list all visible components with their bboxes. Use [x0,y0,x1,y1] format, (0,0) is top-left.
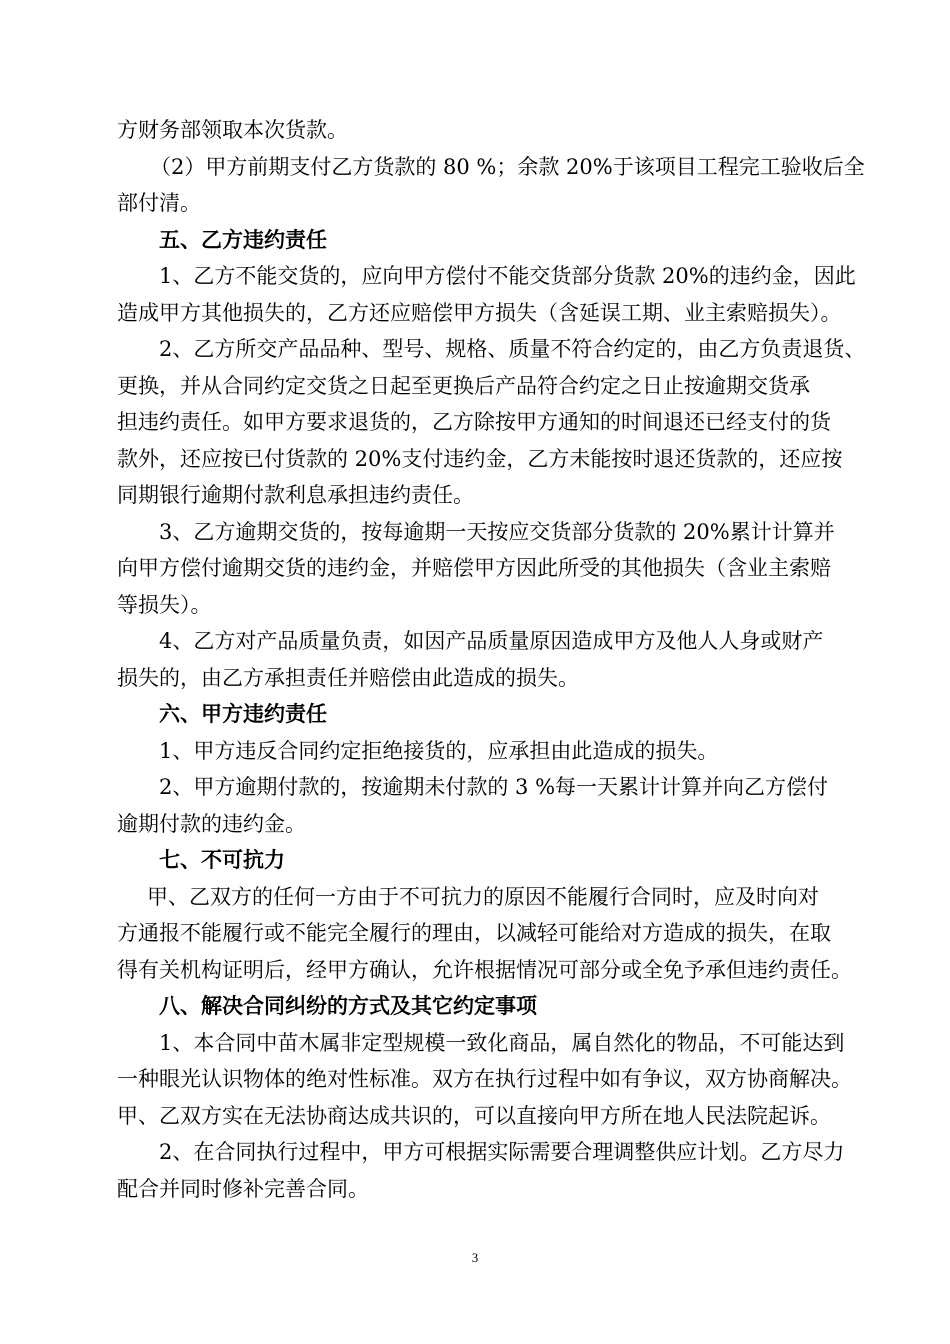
paragraph-line: 方财务部领取本次货款。 [117,118,348,142]
paragraph-line: 造成甲方其他损失的，乙方还应赔偿甲方损失（含延误工期、业主索赔损失）。 [117,300,842,325]
paragraph-line: 3、乙方逾期交货的，按每逾期一天按应交货部分货款的 20%累计计算并 [159,519,835,544]
paragraph-line: （2）甲方前期支付乙方货款的 80 %；余款 20%于该项目工程完工验收后全 [150,154,865,179]
paragraph-line: 担违约责任。如甲方要求退货的，乙方除按甲方通知的时间退还已经支付的货 [117,410,831,434]
paragraph-line: 得有关机构证明后，经甲方确认，允许根据情况可部分或全免予承但违约责任。 [117,957,852,982]
paragraph-line: 2、乙方所交产品品种、型号、规格、质量不符合约定的，由乙方负责退货、 [159,337,866,361]
paragraph-line: 配合并同时修补完善合同。 [117,1176,369,1201]
paragraph-line: 部付清。 [117,191,201,215]
section-heading: 八、解决合同纠纷的方式及其它约定事项 [159,994,537,1018]
paragraph-line: 1、甲方违反合同约定拒绝接货的，应承担由此造成的损失。 [159,738,719,763]
paragraph-line: 方通报不能履行或不能完全履行的理由，以减轻可能给对方造成的损失，在取 [117,921,831,945]
section-heading: 六、甲方违约责任 [159,702,327,726]
paragraph-line: 2、在合同执行过程中，甲方可根据实际需要合理调整供应计划。乙方尽力 [159,1140,845,1164]
paragraph-line: 向甲方偿付逾期交货的违约金，并赔偿甲方因此所受的其他损失（含业主索赔 [117,556,831,580]
paragraph-line: 1、本合同中苗木属非定型规模一致化商品，属自然化的物品，不可能达到 [159,1030,845,1055]
paragraph-line: 损失的，由乙方承担责任并赔偿由此造成的损失。 [117,665,579,690]
paragraph-line: 2、甲方逾期付款的，按逾期未付款的 3 %每一天累计计算并向乙方偿付 [159,775,829,799]
paragraph-line: 甲、乙双方的任何一方由于不可抗力的原因不能履行合同时，应及时向对 [147,884,819,909]
document-body [117,112,865,1207]
section-heading: 七、不可抗力 [159,848,285,872]
paragraph-line: 甲、乙双方实在无法协商达成共识的，可以直接向甲方所在地人民法院起诉。 [117,1103,831,1128]
paragraph-line: 一种眼光认识物体的绝对性标准。双方在执行过程中如有争议，双方协商解决。 [117,1067,852,1091]
paragraph-line: 1、乙方不能交货的，应向甲方偿付不能交货部分货款 20%的违约金，因此 [159,264,856,288]
paragraph-line: 同期银行逾期付款利息承担违约责任。 [117,483,474,507]
paragraph-line: 逾期付款的违约金。 [117,811,306,836]
paragraph-line: 4、乙方对产品质量负责，如因产品质量原因造成甲方及他人人身或财产 [159,629,824,653]
paragraph-line: 款外，还应按已付货款的 20%支付违约金，乙方未能按时退还货款的，还应按 [117,446,843,471]
paragraph-line: 等损失）。 [117,592,212,617]
page-number: 3 [471,1250,479,1265]
section-heading: 五、乙方违约责任 [159,227,327,252]
paragraph-line: 更换，并从合同约定交货之日起至更换后产品符合约定之日止按逾期交货承 [117,373,810,398]
